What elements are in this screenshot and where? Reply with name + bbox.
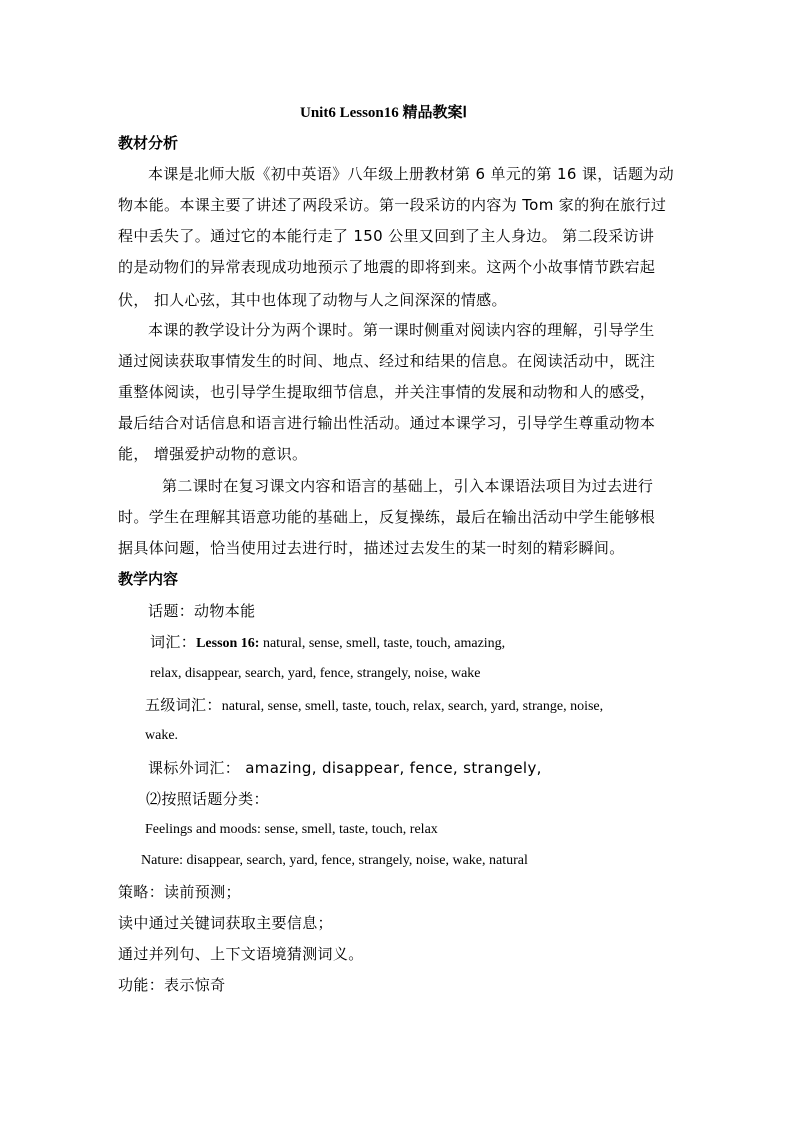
paragraph-line: 本课是北师大版《初中英语》八年级上册教材第 6 单元的第 16 课，话题为动 [148,165,675,183]
paragraph-line: 能， 增强爱护动物的意识。 [118,445,308,463]
paragraph-line: 伏， 扣人心弦，其中也体现了动物与人之间深深的情感。 [118,291,507,309]
paragraph-line: 通过阅读获取事情发生的时间、地点、经过和结果的信息。在阅读活动中，既注 [118,352,656,370]
paragraph-line: 时。学生在理解其语意功能的基础上，反复操练，最后在输出活动中学生能够根 [118,508,656,526]
paragraph-line: 物本能。本课主要了讲述了两段采访。第一段采访的内容为 Tom 家的狗在旅行过 [118,196,667,214]
vocab-label: 词汇： [150,633,197,651]
extra-vocab-line: 课标外词汇： amazing, disappear, fence, strangely, [148,759,542,777]
function-line: 功能：表示惊奇 [118,976,226,994]
nature-line: Nature: disappear, search, yard, fence, strangely, noise, wake, natural [141,853,528,868]
strategy-line: 通过并列句、上下文语境猜测词义。 [118,945,364,963]
paragraph-line: 本课的教学设计分为两个课时。第一课时侧重对阅读内容的理解，引导学生 [148,321,655,339]
document-title: Unit6 Lesson16 精品教案Ⅰ [300,105,467,121]
strategy-line: 读中通过关键词获取主要信息； [118,914,333,932]
paragraph-line: 重整体阅读，也引导学生提取细节信息，并关注事情的发展和动物和人的感受， [118,383,656,401]
level5-label: 五级词汇： [145,696,222,714]
section-heading-analysis: 教材分析 [118,134,179,152]
level5-line [145,695,603,717]
paragraph-line: 第二课时在复习课文内容和语言的基础上，引入本课语法项目为过去进行 [162,477,654,495]
strategy-line: 策略：读前预测； [118,883,241,901]
classify-line: ⑵按照话题分类： [146,790,269,808]
topic-line: 话题：动物本能 [148,602,256,620]
level5-words-line2: wake. [145,728,179,743]
level5-words: natural, sense, smell, taste, touch, relax, search, yard, strange, noise, [221,699,604,714]
section-heading-content: 教学内容 [118,570,179,588]
vocab-words: natural, sense, smell, taste, touch, amazing, [259,636,506,651]
paragraph-line: 最后结合对话信息和语言进行输出性活动。通过本课学习，引导学生尊重动物本 [118,414,656,432]
paragraph-line: 的是动物们的异常表现成功地预示了地震的即将到来。这两个小故事情节跌宕起 [118,258,656,276]
vocab-lesson-label: Lesson 16: [196,636,260,651]
vocab-line [150,632,505,654]
feelings-line: Feelings and moods: sense, smell, taste, touch, relax [145,822,438,837]
vocab-words-line2: relax, disappear, search, yard, fence, strangely, noise, wake [150,666,481,681]
paragraph-line: 程中丢失了。通过它的本能行走了 150 公里又回到了主人身边。 第二段采访讲 [118,227,655,245]
paragraph-line: 据具体问题，恰当使用过去进行时，描述过去发生的某一时刻的精彩瞬间。 [118,539,625,557]
